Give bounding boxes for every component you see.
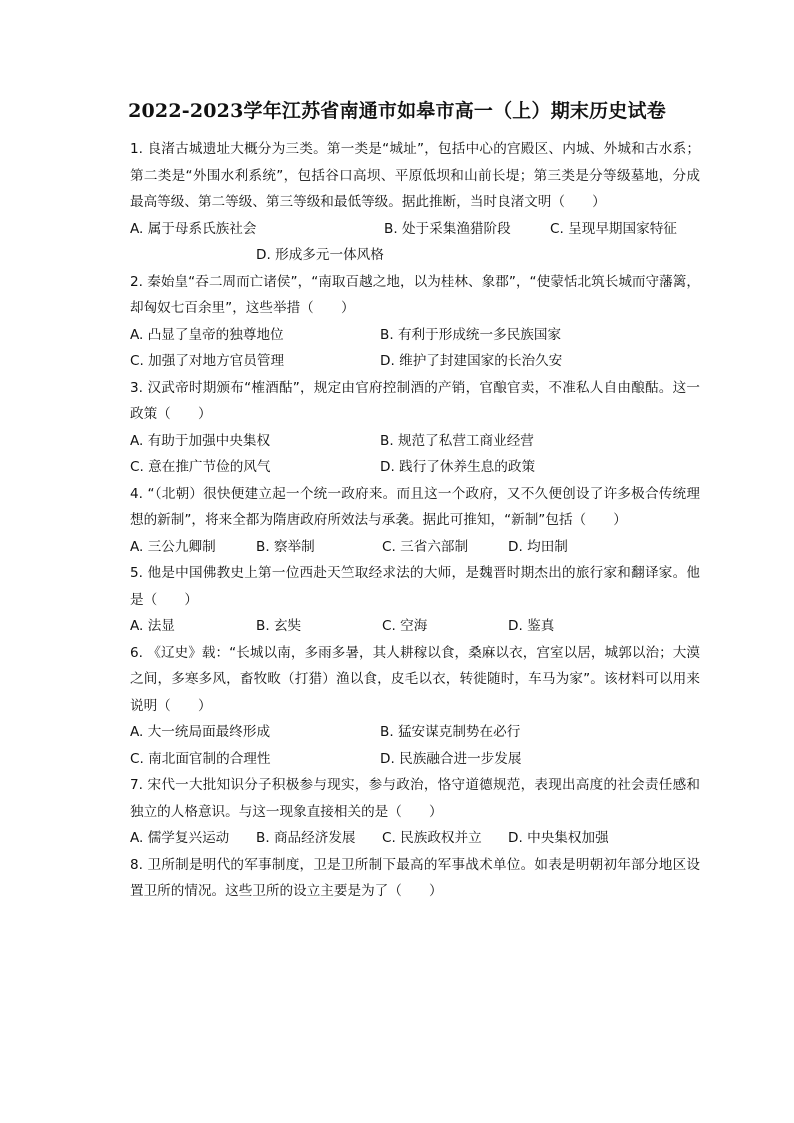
- options-row: [130, 348, 700, 375]
- options-row: [130, 746, 700, 773]
- options-row: [130, 242, 700, 269]
- question-7: [130, 772, 700, 852]
- options-row: [130, 534, 700, 561]
- options-row: [130, 613, 700, 640]
- options-row: [130, 825, 700, 852]
- option-a: A. 属于母系氏族社会: [130, 220, 257, 237]
- question-stem: 6. 《辽史》载：“长城以南，多雨多暑，其人耕稼以食，桑麻以衣，宫室以居，城郭以治；大漠之间，多寒多风，畜牧畋（打猎）渔以食，皮毛以衣，转徙随时，车马为家”。该材料可以用来说明（ ）: [130, 644, 700, 714]
- option-b: B. 处于采集渔猎阶段: [384, 220, 511, 237]
- question-8: [130, 852, 700, 905]
- option-c: C. 南北面官制的合理性: [130, 750, 271, 767]
- option-d: D. 形成多元一体风格: [256, 247, 384, 263]
- option-b: B. 有利于形成统一多民族国家: [380, 326, 562, 343]
- option-d: D. 践行了休养生息的政策: [380, 459, 536, 475]
- option-a: A. 法显: [130, 618, 175, 634]
- options-row: [130, 216, 700, 243]
- option-a: A. 三公九卿制: [130, 538, 216, 555]
- option-c: C. 加强了对地方官员管理: [130, 353, 285, 369]
- option-b: B. 规范了私营工商业经营: [380, 432, 534, 449]
- option-d: D. 维护了封建国家的长治久安: [380, 353, 563, 369]
- question-stem: 5. 他是中国佛教史上第一位西赴天竺取经求法的大师，是魏晋时期杰出的旅行家和翻译家。他是（ ）: [130, 565, 700, 608]
- options-row: [130, 719, 700, 746]
- question-stem: 8. 卫所制是明代的军事制度，卫是卫所制下最高的军事战术单位。如表是明朝初年部分地区设置卫所的情况。这些卫所的设立主要是为了（ ）: [130, 856, 700, 899]
- question-stem: 4. “（北朝）很快便建立起一个统一政府来。而且这一个政府，又不久便创设了许多极合传统理想的新制”，将来全都为隋唐政府所效法与承袭。据此可推知，“新制”包括（ ）: [130, 485, 700, 528]
- question-1: [130, 136, 700, 269]
- option-c: C. 民族政权并立: [382, 830, 482, 846]
- question-stem: 7. 宋代一大批知识分子积极参与现实，参与政治，恪守道德规范，表现出高度的社会责任感和独立的人格意识。与这一现象直接相关的是（ ）: [130, 777, 700, 820]
- option-d: D. 中央集权加强: [508, 830, 609, 846]
- option-d: D. 鉴真: [508, 618, 555, 634]
- question-2: [130, 269, 700, 375]
- option-c: C. 空海: [382, 618, 428, 634]
- question-3: [130, 375, 700, 481]
- question-5: [130, 560, 700, 640]
- option-d: D. 民族融合进一步发展: [380, 750, 522, 767]
- option-a: A. 有助于加强中央集权: [130, 432, 271, 449]
- question-stem: 3. 汉武帝时期颁布“榷酒酤”，规定由官府控制酒的产销，官酿官卖，不准私人自由酿酤。这一政策（ ）: [130, 379, 700, 422]
- options-row: [130, 428, 700, 455]
- option-c: C. 意在推广节俭的风气: [130, 459, 271, 475]
- question-stem: 1. 良渚古城遗址大概分为三类。第一类是“城址”，包括中心的宫殿区、内城、外城和古水系；第二类是“外围水利系统”，包括谷口高坝、平原低坝和山前长堤；第三类是分等级墓地，分成最高等级、第二等级、第三等级和最低等级。据此推断，当时良渚文明（ ）: [130, 141, 700, 210]
- document-title: 2022-2023学年江苏省南通市如皋市高一（上）期末历史试卷: [128, 100, 666, 122]
- options-row: [130, 454, 700, 481]
- option-b: B. 猛安谋克制势在必行: [380, 724, 521, 740]
- option-a: A. 大一统局面最终形成: [130, 724, 271, 740]
- question-6: [130, 640, 700, 773]
- question-list: [130, 136, 700, 905]
- option-b: B. 玄奘: [256, 618, 302, 634]
- option-b: B. 察举制: [256, 538, 315, 555]
- option-d: D. 均田制: [508, 538, 568, 555]
- option-c: C. 呈现早期国家特征: [550, 220, 677, 237]
- option-c: C. 三省六部制: [382, 538, 469, 555]
- option-a: A. 凸显了皇帝的独尊地位: [130, 326, 284, 343]
- question-stem: 2. 秦始皇“吞二周而亡诸侯”，“南取百越之地，以为桂林、象郡”，“使蒙恬北筑长城而守藩篱，却匈奴七百余里”，这些举措（ ）: [130, 273, 700, 316]
- options-row: [130, 322, 700, 349]
- option-a: A. 儒学复兴运动: [130, 830, 230, 846]
- option-b: B. 商品经济发展: [256, 830, 356, 846]
- question-4: [130, 481, 700, 561]
